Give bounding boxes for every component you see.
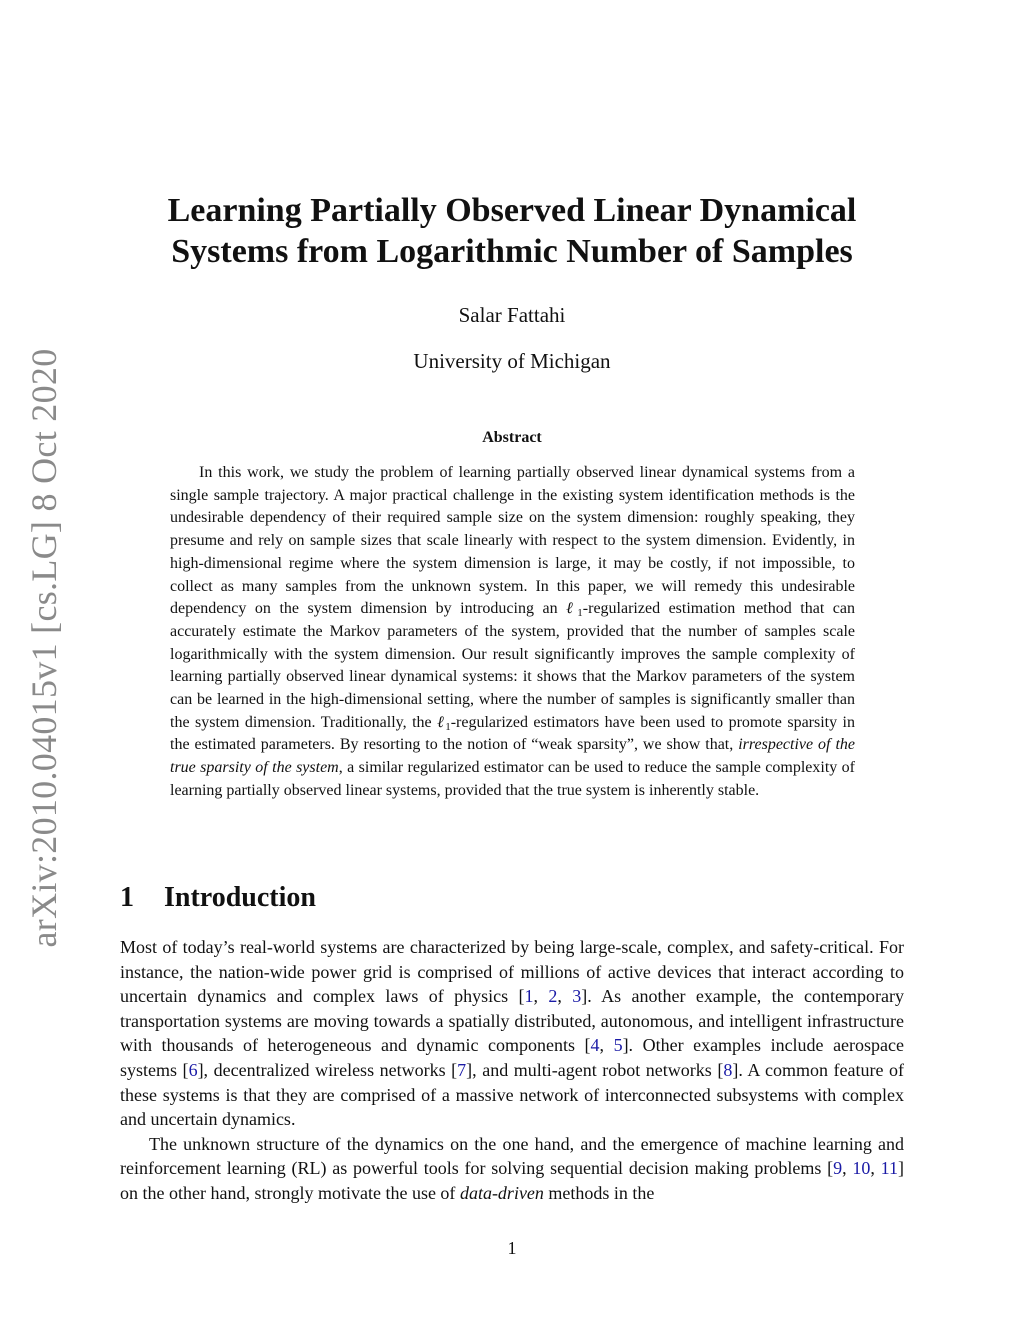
- intro-text: ,: [842, 1158, 853, 1179]
- abstract-part-1: In this work, we study the problem of learning partially observed linear dynamical systems from a single sample trajectory. A major practical challenge in the existing system identification methods is the undesirable dependency of their required sample size on the system dimension: roughly speaking, they presume and rely on sample sizes that scale linearly with respect to the system dimension. Evidently, in high-dimensional regime where the system dimension is large, it may be costly, if not impossible, to collect as many samples from the unknown system. In this paper, we will remedy this undesirable dependency on the system dimension by introducing an: [170, 464, 855, 618]
- paper-title: [120, 190, 904, 272]
- title-line-2: Systems from Logarithmic Number of Samples: [171, 233, 853, 270]
- section-heading: [120, 882, 316, 914]
- intro-text: ]. A common feature of these systems is that they are comprised of a massive network of interconnected subsystems with complex and uncertain dynamics.: [120, 1059, 904, 1130]
- citation-link[interactable]: 4: [590, 1035, 600, 1056]
- abstract-text: [170, 462, 855, 803]
- citation-link[interactable]: 9: [833, 1158, 843, 1179]
- intro-italic-term: data-driven: [459, 1182, 544, 1203]
- intro-paragraph-2: [120, 1132, 904, 1206]
- citation-link[interactable]: 5: [613, 1035, 623, 1056]
- intro-text: ], decentralized wireless networks [: [197, 1059, 458, 1080]
- citation-link[interactable]: 6: [188, 1059, 198, 1080]
- intro-text: ,: [870, 1158, 881, 1179]
- author-name: Salar Fattahi: [458, 303, 566, 327]
- ell-symbol: ℓ: [566, 600, 578, 618]
- intro-text: ], and multi-agent robot networks [: [466, 1059, 724, 1080]
- page-number: 1: [507, 1238, 517, 1258]
- author-affiliation: University of Michigan: [413, 349, 611, 373]
- intro-text: ]. Other examples include aerospace systems [: [120, 1035, 905, 1080]
- section-title: Introduction: [164, 882, 316, 913]
- abstract-part-3: -regularized estimators have been used to promote sparsity in the estimated parameters. By resorting to the notion of “weak sparsity”, we show that,: [170, 713, 856, 754]
- abstract-part-2: -regularized estimation method that can accurately estimate the Markov parameters of the system, provided that the number of samples scale logarithmically with the system dimension. Our result significantly improves the sample complexity of learning partially observed linear dynamical systems: it shows that the Markov parameters of the system can be learned in the high-dimensional setting, where the number of samples is significantly smaller than the system dimension. Traditionally, the: [170, 600, 855, 731]
- citation-link[interactable]: 10: [852, 1158, 871, 1179]
- abstract-italic-phrase: irrespective of the true sparsity of the system: [170, 736, 855, 777]
- intro-text: methods in the: [543, 1182, 655, 1203]
- citation-link[interactable]: 7: [457, 1059, 467, 1080]
- ell-subscript: 1: [445, 720, 451, 733]
- title-line-1: Learning Partially Observed Linear Dynamical: [167, 192, 857, 229]
- citation-link[interactable]: 11: [880, 1158, 899, 1179]
- citation-link[interactable]: 8: [723, 1059, 733, 1080]
- intro-text: ,: [599, 1035, 614, 1056]
- intro-text: Most of today’s real-world systems are characterized by being large-scale, complex, and safety-critical. For instance, the nation-wide power grid is comprised of millions of active devices that interact according to uncertain dynamics and complex laws of physics [: [120, 937, 904, 1007]
- intro-text: ] on the other hand, strongly motivate the use of: [120, 1158, 905, 1203]
- section-number: 1: [120, 882, 134, 913]
- abstract-part-4: , a similar regularized estimator can be used to reduce the sample complexity of learning partially observed linear systems, provided that the true system is inherently stable.: [170, 759, 856, 799]
- citation-link[interactable]: 1: [524, 986, 534, 1007]
- introduction-body: [120, 935, 904, 1206]
- intro-text: ,: [533, 986, 549, 1007]
- intro-text: ,: [557, 986, 573, 1007]
- abstract-heading: Abstract: [482, 429, 542, 446]
- citation-link[interactable]: 3: [572, 986, 582, 1007]
- ell-symbol: ℓ: [437, 713, 446, 731]
- intro-text: ]. As another example, the contemporary transportation systems are moving towards a spatially distributed, autonomous, and intelligent infrastructure with thousands of heterogeneous and dynamic components [: [120, 986, 904, 1056]
- citation-link[interactable]: 2: [548, 986, 558, 1007]
- ell-subscript: 1: [577, 607, 583, 620]
- intro-text: The unknown structure of the dynamics on the one hand, and the emergence of machine learning and reinforcement learning (RL) as powerful tools for solving sequential decision making problems [: [120, 1133, 904, 1179]
- intro-paragraph-1: [120, 935, 904, 1132]
- arxiv-identifier-stamp: arXiv:2010.04015v1 [cs.LG] 8 Oct 2020: [24, 348, 64, 948]
